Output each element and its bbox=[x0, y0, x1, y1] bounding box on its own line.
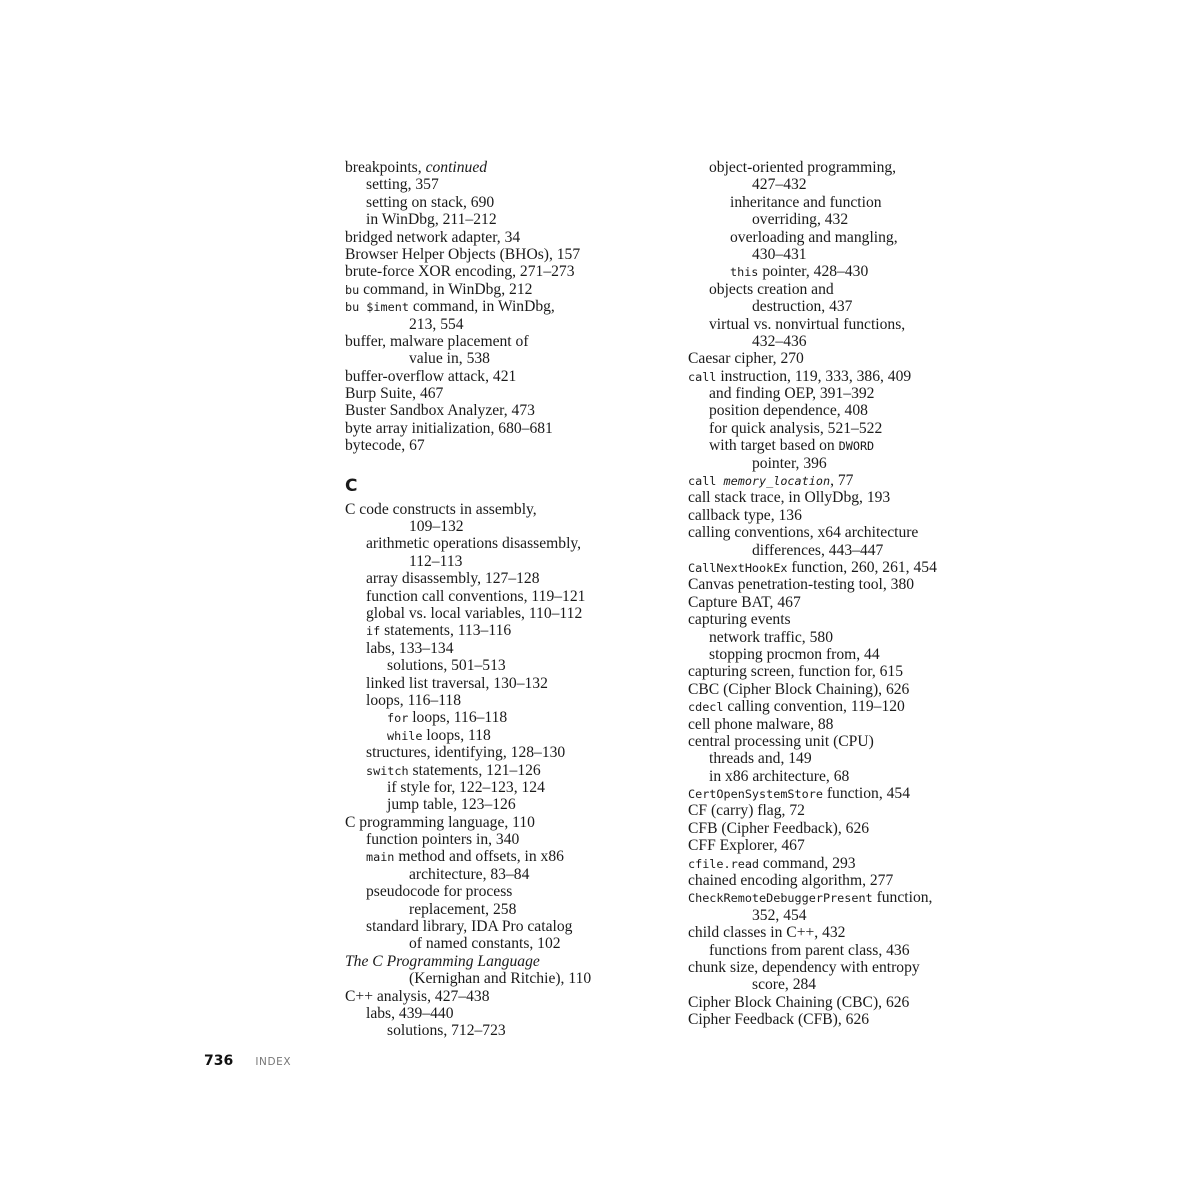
index-entry bbox=[688, 733, 1018, 750]
entry-text: architecture, 83–84 bbox=[409, 865, 530, 883]
entry-text: 432–436 bbox=[752, 332, 807, 350]
entry-text: Caesar cipher, 270 bbox=[688, 350, 804, 368]
index-entry bbox=[688, 1011, 1018, 1028]
entry-text: standard library, IDA Pro catalog bbox=[366, 918, 573, 936]
index-subentry bbox=[345, 1022, 675, 1039]
entry-text: and finding OEP, 391–392 bbox=[709, 385, 875, 403]
index-entry bbox=[345, 246, 675, 263]
entry-text: command, in WinDbg, 212 bbox=[359, 280, 533, 298]
code-term: bu bbox=[345, 282, 360, 297]
index-subentry bbox=[688, 316, 1018, 333]
entry-text: calling convention, 119–120 bbox=[723, 698, 905, 716]
code-term: cdecl bbox=[688, 700, 724, 715]
code-term: memory_location bbox=[723, 474, 831, 489]
index-subentry bbox=[688, 402, 1018, 419]
section-spacer bbox=[345, 455, 675, 471]
entry-text: of named constants, 102 bbox=[409, 935, 561, 953]
index-entry bbox=[688, 524, 1018, 541]
entry-text: 112–113 bbox=[409, 552, 463, 570]
entry-text: in x86 architecture, 68 bbox=[709, 767, 850, 785]
entry-text: threads and, 149 bbox=[709, 750, 812, 768]
entry-text: C++ analysis, 427–438 bbox=[345, 987, 490, 1005]
entry-text: structures, identifying, 128–130 bbox=[366, 744, 566, 762]
index-subentry bbox=[345, 918, 675, 935]
index-entry-continuation bbox=[688, 333, 1018, 350]
entry-text: position dependence, 408 bbox=[709, 402, 868, 420]
entry-text: buffer, malware placement of bbox=[345, 332, 529, 350]
index-subentry bbox=[345, 211, 675, 228]
index-entry bbox=[688, 507, 1018, 524]
index-subentry bbox=[688, 385, 1018, 402]
index-subentry bbox=[688, 629, 1018, 646]
index-entry bbox=[345, 229, 675, 246]
entry-text: (Kernighan and Ritchie), 110 bbox=[409, 970, 592, 988]
entry-text: functions from parent class, 436 bbox=[709, 941, 910, 959]
entry-text: virtual vs. nonvirtual functions, bbox=[709, 315, 906, 333]
entry-text: linked list traversal, 130–132 bbox=[366, 674, 548, 692]
index-entry bbox=[688, 785, 1018, 802]
code-term: call bbox=[688, 369, 717, 384]
index-entry-continuation bbox=[688, 976, 1018, 993]
index-entry bbox=[688, 802, 1018, 819]
code-term: switch bbox=[366, 763, 409, 778]
code-term: DWORD bbox=[838, 439, 875, 454]
entry-text: function call conventions, 119–121 bbox=[366, 587, 586, 605]
index-subentry bbox=[688, 750, 1018, 767]
entry-text: callback type, 136 bbox=[688, 506, 802, 524]
entry-text: objects creation and bbox=[709, 280, 834, 298]
index-entry bbox=[688, 889, 1018, 906]
entry-text: value in, 538 bbox=[409, 350, 490, 368]
index-entry-continuation bbox=[345, 970, 675, 987]
index-entry bbox=[345, 368, 675, 385]
entry-text: CFB (Cipher Feedback), 626 bbox=[688, 819, 870, 837]
entry-text: pseudocode for process bbox=[366, 883, 513, 901]
entry-text: network traffic, 580 bbox=[709, 628, 833, 646]
entry-text: setting, 357 bbox=[366, 176, 439, 194]
index-subentry bbox=[345, 640, 675, 657]
code-term: this bbox=[730, 265, 759, 280]
entry-text: capturing screen, function for, 615 bbox=[688, 663, 904, 681]
entry-text: Cipher Feedback (CFB), 626 bbox=[688, 1011, 870, 1029]
index-entry bbox=[345, 988, 675, 1005]
index-subentry bbox=[688, 942, 1018, 959]
entry-text: overloading and mangling, bbox=[730, 228, 898, 246]
index-subentry bbox=[345, 779, 675, 796]
index-entry bbox=[345, 159, 675, 176]
index-entry bbox=[688, 489, 1018, 506]
index-subentry bbox=[345, 535, 675, 552]
index-entry bbox=[688, 716, 1018, 733]
index-entry bbox=[688, 855, 1018, 872]
index-entry-continuation bbox=[688, 176, 1018, 193]
index-entry bbox=[688, 924, 1018, 941]
entry-text: Browser Helper Objects (BHOs), 157 bbox=[345, 245, 581, 263]
index-entry bbox=[688, 994, 1018, 1011]
entry-text: solutions, 712–723 bbox=[387, 1022, 506, 1040]
index-entry-continuation bbox=[345, 316, 675, 333]
entry-text: pointer, 428–430 bbox=[758, 263, 869, 281]
index-entry bbox=[345, 437, 675, 454]
index-subentry bbox=[688, 194, 1018, 211]
index-letter-heading: C bbox=[345, 475, 358, 496]
index-entry bbox=[345, 402, 675, 419]
index-subentry bbox=[345, 831, 675, 848]
entry-text: central processing unit (CPU) bbox=[688, 732, 874, 750]
entry-text: cell phone malware, 88 bbox=[688, 715, 834, 733]
entry-text: , 77 bbox=[830, 472, 854, 490]
entry-text: command, in WinDbg, bbox=[408, 298, 555, 316]
entry-text: 430–431 bbox=[752, 245, 807, 263]
index-entry bbox=[688, 820, 1018, 837]
entry-text: 427–432 bbox=[752, 176, 807, 194]
index-subentry bbox=[345, 796, 675, 813]
entry-text: loops, 116–118 bbox=[408, 709, 508, 727]
page-footer bbox=[204, 1050, 291, 1070]
entry-text: array disassembly, 127–128 bbox=[366, 570, 540, 588]
index-entry bbox=[688, 681, 1018, 698]
index-column-left bbox=[345, 159, 675, 1040]
index-subentry bbox=[345, 622, 675, 639]
index-entry bbox=[688, 611, 1018, 628]
index-entry-continuation bbox=[345, 553, 675, 570]
page-number: 736 bbox=[204, 1053, 234, 1069]
index-subentry bbox=[345, 883, 675, 900]
code-term: if bbox=[366, 624, 381, 639]
entry-text: statements, 121–126 bbox=[408, 761, 541, 779]
index-subentry bbox=[345, 605, 675, 622]
entry-text: child classes in C++, 432 bbox=[688, 924, 846, 942]
index-entry bbox=[688, 559, 1018, 576]
index-entry bbox=[345, 501, 675, 518]
entry-text: byte array initialization, 680–681 bbox=[345, 419, 553, 437]
index-entry-continuation bbox=[688, 211, 1018, 228]
entry-text: Capture BAT, 467 bbox=[688, 593, 801, 611]
index-subentry bbox=[345, 194, 675, 211]
entry-text: CF (carry) flag, 72 bbox=[688, 802, 805, 820]
entry-text: replacement, 258 bbox=[409, 900, 517, 918]
entry-text: differences, 443–447 bbox=[752, 541, 884, 559]
index-entry bbox=[688, 663, 1018, 680]
entry-text: function, 260, 261, 454 bbox=[787, 558, 937, 576]
code-term: while bbox=[387, 728, 423, 743]
entry-text: object-oriented programming, bbox=[709, 159, 897, 176]
entry-text: command, 293 bbox=[759, 854, 856, 872]
index-entry-continuation bbox=[688, 455, 1018, 472]
entry-text: for quick analysis, 521–522 bbox=[709, 419, 883, 437]
index-entry bbox=[345, 298, 675, 315]
entry-text: call stack trace, in OllyDbg, 193 bbox=[688, 489, 891, 507]
code-term: call bbox=[688, 474, 724, 489]
running-head: INDEX bbox=[255, 1056, 292, 1068]
code-term: CheckRemoteDebuggerPresent bbox=[688, 891, 873, 906]
entry-text: function, bbox=[872, 889, 933, 907]
entry-text: brute-force XOR encoding, 271–273 bbox=[345, 263, 575, 281]
entry-text: function, 454 bbox=[822, 785, 911, 803]
entry-text: chunk size, dependency with entropy bbox=[688, 958, 920, 976]
index-subentry bbox=[345, 762, 675, 779]
index-subentry bbox=[688, 229, 1018, 246]
code-term: CallNextHookEx bbox=[688, 560, 788, 575]
entry-text: calling conventions, x64 architecture bbox=[688, 524, 919, 542]
index-entry bbox=[345, 263, 675, 280]
index-entry bbox=[345, 281, 675, 298]
index-subentry bbox=[688, 281, 1018, 298]
entry-text: bytecode, 67 bbox=[345, 437, 425, 455]
index-subentry bbox=[345, 744, 675, 761]
index-entry-continuation bbox=[688, 907, 1018, 924]
index-entry-continuation bbox=[688, 298, 1018, 315]
index-entry bbox=[688, 872, 1018, 889]
index-subentry bbox=[345, 657, 675, 674]
entry-text: if style for, 122–123, 124 bbox=[387, 778, 545, 796]
code-term: bu $iment bbox=[345, 300, 409, 315]
index-entry bbox=[345, 385, 675, 402]
index-subentry bbox=[345, 675, 675, 692]
entry-text: destruction, 437 bbox=[752, 298, 853, 316]
entry-text: capturing events bbox=[688, 611, 791, 629]
entry-text: bridged network adapter, 34 bbox=[345, 228, 521, 246]
index-entry bbox=[688, 594, 1018, 611]
index-entry bbox=[345, 420, 675, 437]
index-subentry bbox=[345, 570, 675, 587]
entry-text: method and offsets, in x86 bbox=[394, 848, 564, 866]
entry-text: C programming language, 110 bbox=[345, 813, 535, 831]
index-subentry bbox=[345, 176, 675, 193]
entry-text: CBC (Cipher Block Chaining), 626 bbox=[688, 680, 910, 698]
index-subentry bbox=[345, 692, 675, 709]
entry-text: The C Programming Language bbox=[345, 952, 540, 970]
entry-text: function pointers in, 340 bbox=[366, 831, 520, 849]
entry-text: loops, 118 bbox=[422, 726, 491, 744]
index-entry bbox=[688, 698, 1018, 715]
index-subentry bbox=[345, 709, 675, 726]
index-subentry bbox=[345, 588, 675, 605]
index-subentry bbox=[688, 263, 1018, 280]
index-column-right bbox=[688, 159, 1018, 1029]
entry-text: Canvas penetration-testing tool, 380 bbox=[688, 576, 915, 594]
entry-text: C code constructs in assembly, bbox=[345, 500, 537, 518]
index-entry-continuation bbox=[345, 518, 675, 535]
index-entry bbox=[345, 333, 675, 350]
entry-text: pointer, 396 bbox=[752, 454, 827, 472]
entry-text: Cipher Block Chaining (CBC), 626 bbox=[688, 993, 910, 1011]
entry-text: labs, 133–134 bbox=[366, 639, 454, 657]
index-subentry bbox=[688, 768, 1018, 785]
index-entry-continuation bbox=[688, 246, 1018, 263]
code-term: CertOpenSystemStore bbox=[688, 787, 823, 802]
code-term: cfile.read bbox=[688, 856, 760, 871]
entry-text: 213, 554 bbox=[409, 315, 464, 333]
index-entry-continuation bbox=[688, 542, 1018, 559]
index-subentry bbox=[345, 1005, 675, 1022]
index-subentry bbox=[688, 437, 1018, 454]
index-entry bbox=[688, 576, 1018, 593]
index-entry bbox=[688, 959, 1018, 976]
entry-text: score, 284 bbox=[752, 976, 817, 994]
entry-text: global vs. local variables, 110–112 bbox=[366, 604, 583, 622]
entry-text: loops, 116–118 bbox=[366, 691, 462, 709]
entry-text: instruction, 119, 333, 386, 409 bbox=[716, 367, 912, 385]
index-subentry bbox=[688, 646, 1018, 663]
index-subentry bbox=[688, 420, 1018, 437]
index-entry bbox=[345, 953, 675, 970]
entry-text: buffer-overflow attack, 421 bbox=[345, 367, 517, 385]
entry-text: in WinDbg, 211–212 bbox=[366, 211, 497, 229]
entry-text: continued bbox=[425, 159, 488, 176]
code-term: main bbox=[366, 850, 395, 865]
entry-text: 109–132 bbox=[409, 518, 464, 536]
entry-text: jump table, 123–126 bbox=[387, 796, 516, 814]
index-subentry bbox=[688, 159, 1018, 176]
entry-text: breakpoints, bbox=[345, 159, 426, 176]
index-entry-continuation bbox=[345, 901, 675, 918]
index-subentry bbox=[345, 727, 675, 744]
index-entry bbox=[688, 837, 1018, 854]
entry-text: CFF Explorer, 467 bbox=[688, 837, 805, 855]
index-entry-continuation bbox=[345, 866, 675, 883]
code-term: for bbox=[387, 711, 409, 726]
entry-text: arithmetic operations disassembly, bbox=[366, 535, 582, 553]
index-entry-continuation bbox=[345, 935, 675, 952]
entry-text: Buster Sandbox Analyzer, 473 bbox=[345, 402, 535, 420]
index-entry-continuation bbox=[345, 350, 675, 367]
entry-text: solutions, 501–513 bbox=[387, 657, 506, 675]
index-entry bbox=[345, 814, 675, 831]
index-entry bbox=[688, 350, 1018, 367]
entry-text: overriding, 432 bbox=[752, 211, 849, 229]
entry-text: Burp Suite, 467 bbox=[345, 385, 444, 403]
entry-text: setting on stack, 690 bbox=[366, 193, 495, 211]
entry-text: labs, 439–440 bbox=[366, 1004, 454, 1022]
index-subentry bbox=[345, 848, 675, 865]
entry-text: stopping procmon from, 44 bbox=[709, 645, 880, 663]
entry-text: chained encoding algorithm, 277 bbox=[688, 872, 894, 890]
index-entry bbox=[688, 368, 1018, 385]
entry-text: statements, 113–116 bbox=[380, 622, 512, 640]
entry-text: with target based on bbox=[709, 437, 839, 455]
entry-text: inheritance and function bbox=[730, 193, 882, 211]
index-entry bbox=[688, 472, 1018, 489]
entry-text: 352, 454 bbox=[752, 906, 807, 924]
